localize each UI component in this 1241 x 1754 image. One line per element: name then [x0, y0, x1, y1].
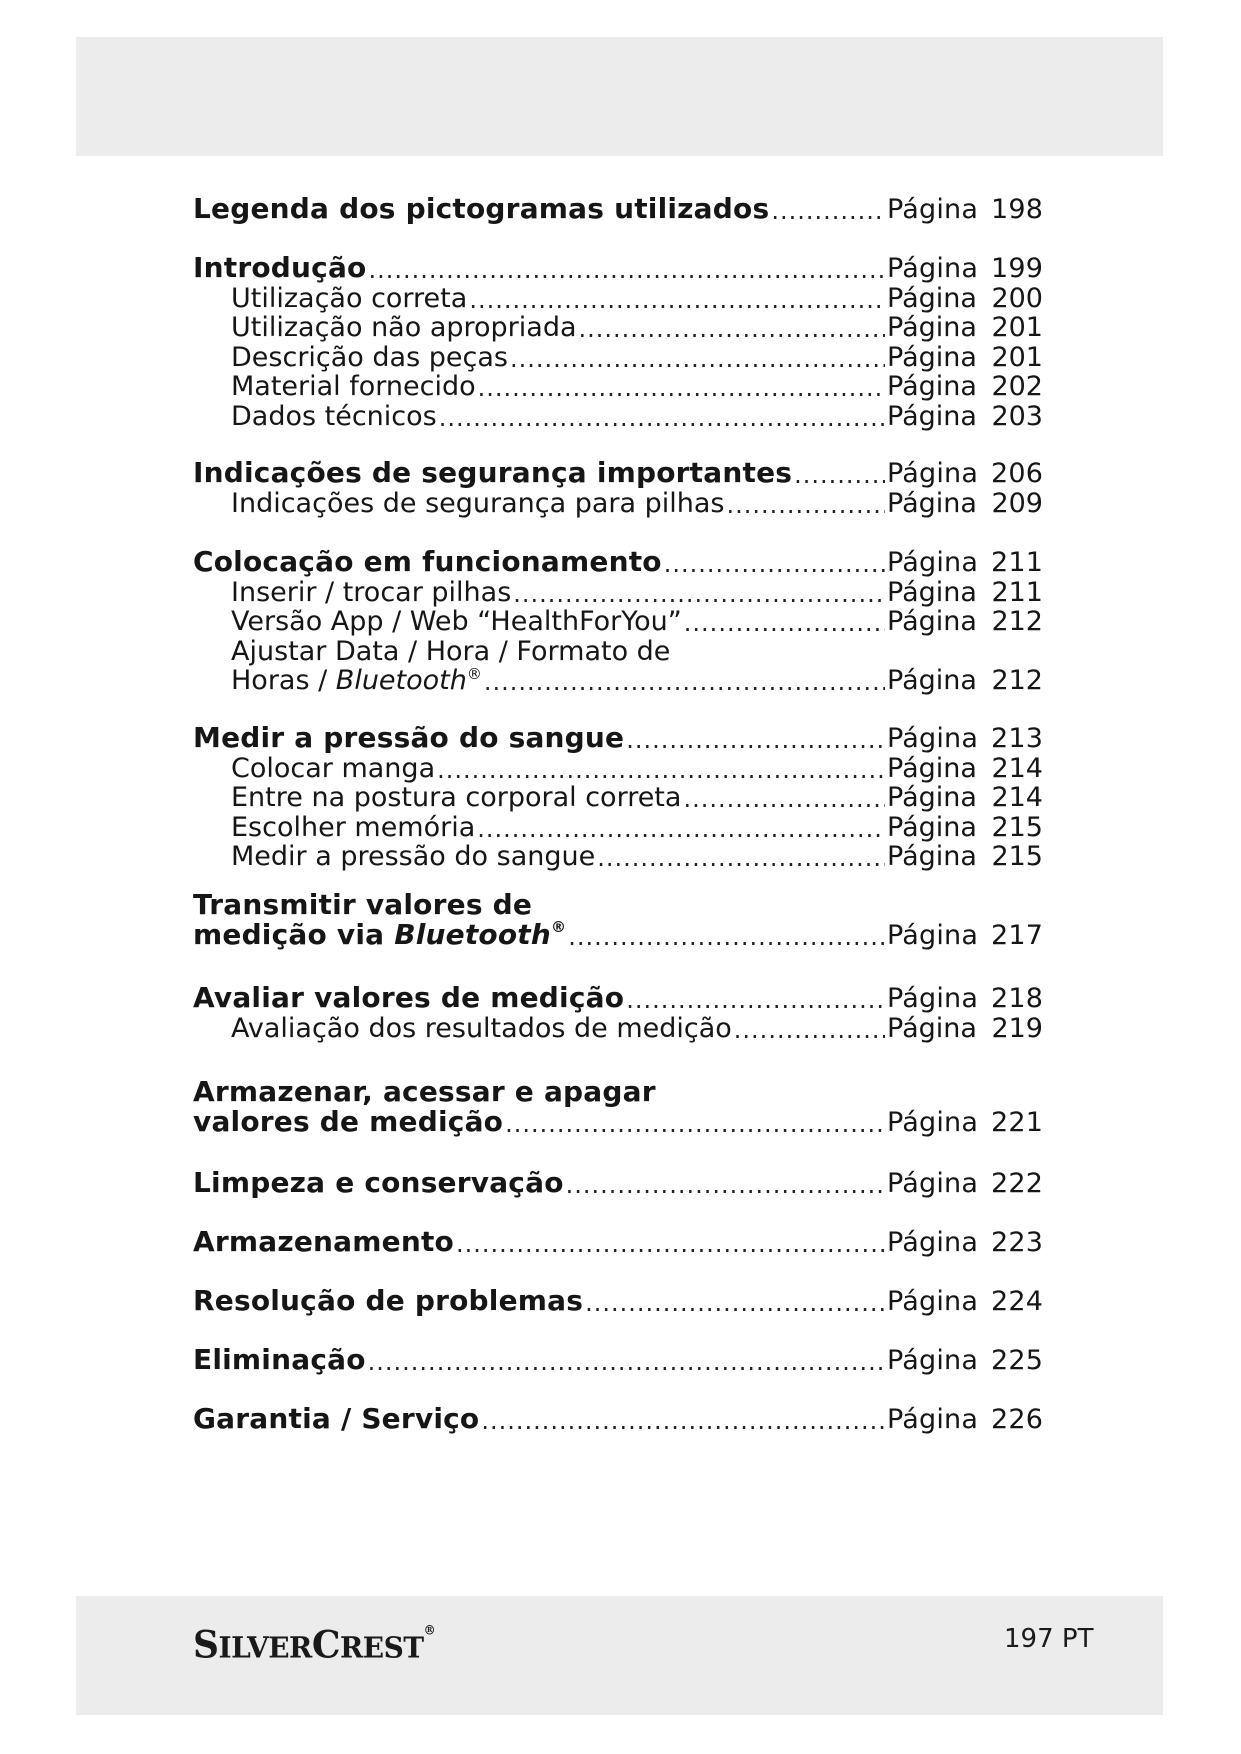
page-number: 211 [991, 576, 1043, 608]
dot-leader [684, 609, 885, 637]
page-label: Página [887, 841, 977, 872]
page-label: Página [887, 547, 979, 578]
toc-subsection-entry[interactable] [193, 667, 1043, 697]
dot-leader [727, 491, 885, 519]
toc-subsection-entry-title: Utilização não apropriada [231, 312, 577, 343]
page-label: Página [887, 400, 977, 432]
dot-leader [469, 286, 885, 314]
toc-section [193, 1225, 1044, 1258]
toc-section [193, 192, 1044, 225]
toc-subsection-entry-title: Escolher memória [231, 811, 476, 843]
toc-subsection-entry[interactable] [193, 843, 1043, 873]
page-number: 218 [991, 983, 1044, 1014]
toc-section-entry[interactable] [193, 251, 1044, 284]
toc-section-entry-title: medição via Bluetooth® [193, 918, 567, 951]
toc-subsection-entry[interactable] [193, 813, 1043, 843]
page-number: 223 [991, 1227, 1044, 1258]
toc-subsection-entry[interactable] [193, 343, 1043, 373]
toc-subsection-entry-title: Medir a pressão do sangue [231, 841, 596, 872]
page-number: 206 [991, 458, 1044, 489]
dot-leader [771, 197, 885, 225]
toc-subsection-entry[interactable] [193, 373, 1043, 403]
toc-section [193, 251, 1044, 432]
toc-section-entry-title: Introdução [193, 251, 367, 284]
toc-subsection-entry[interactable] [193, 784, 1043, 814]
header-band [76, 37, 1163, 156]
page-label: Página [887, 253, 979, 284]
toc-section-entry[interactable] [193, 1284, 1044, 1317]
toc-section-entry-title: Indicações de segurança importantes [193, 456, 793, 489]
page-label: Página [887, 983, 979, 1014]
page-number: 225 [991, 1345, 1044, 1376]
toc-subsection-entry[interactable] [193, 578, 1043, 608]
toc-section [193, 456, 1044, 519]
page-label: Página [887, 920, 979, 951]
page-number: 212 [991, 606, 1043, 637]
toc-subsection-entry-title: Avaliação dos resultados de medição [231, 1012, 732, 1044]
page-label: Página [887, 752, 977, 784]
dot-leader [626, 986, 885, 1014]
page-number: 214 [991, 782, 1043, 813]
dot-leader [369, 256, 886, 284]
dot-leader [683, 785, 885, 813]
dot-leader [566, 1171, 885, 1199]
page-label: Página [887, 606, 977, 637]
toc-subsection-entry-title: Material fornecido [231, 371, 476, 402]
toc-subsection-entry[interactable] [193, 314, 1043, 344]
toc-subsection-entry-title: Indicações de segurança para pilhas [231, 487, 725, 519]
page-number: 209 [991, 487, 1043, 519]
toc-section-entry-title: valores de medição [193, 1105, 504, 1138]
dot-leader [477, 815, 885, 843]
toc-subsection-entry[interactable] [193, 1014, 1043, 1044]
page-number: 213 [991, 723, 1044, 754]
dot-leader [626, 726, 885, 754]
toc-section [193, 1402, 1044, 1435]
page-number: 219 [991, 1012, 1043, 1044]
page-number: 199 [991, 253, 1044, 284]
toc-section [193, 545, 1044, 696]
page-number: 200 [991, 282, 1043, 314]
toc-section-entry-title: Armazenamento [193, 1225, 454, 1258]
toc-section [193, 1343, 1044, 1376]
toc-section [193, 1074, 1043, 1138]
dot-leader [664, 550, 885, 578]
toc-subsection-entry[interactable] [193, 754, 1043, 784]
toc-subsection-entry[interactable] [193, 608, 1043, 638]
page-number: 222 [991, 1168, 1044, 1199]
page-number: 198 [991, 194, 1044, 225]
page-number: 211 [991, 547, 1044, 578]
page-number: 217 [991, 920, 1044, 951]
dot-leader [734, 1016, 885, 1044]
toc-section-entry[interactable] [193, 1343, 1044, 1376]
page-label: Página [887, 811, 977, 843]
page-number: 201 [991, 341, 1043, 373]
toc-section-entry[interactable] [193, 192, 1044, 225]
toc-subsection-entry-title: Dados técnicos [231, 400, 437, 432]
toc-subsection-entry-title: Colocar manga [231, 752, 436, 784]
dot-leader [368, 1348, 885, 1376]
toc-subsection-entry[interactable] [193, 402, 1043, 432]
toc-section [193, 1166, 1044, 1199]
page-number: 201 [991, 312, 1043, 343]
toc-section [193, 981, 1044, 1044]
dot-leader [484, 668, 885, 696]
page-number: 212 [991, 665, 1043, 696]
page-number: 202 [991, 371, 1043, 402]
toc-subsection-entry-title: Horas / Bluetooth® [231, 665, 482, 696]
page-number: 221 [991, 1107, 1044, 1138]
toc-section-entry-title: Resolução de problemas [193, 1284, 584, 1317]
toc-section-entry[interactable] [193, 721, 1044, 754]
page-label: Página [887, 282, 977, 314]
toc-section-entry[interactable] [193, 456, 1044, 489]
page-number: 214 [991, 752, 1043, 784]
toc-section-entry-title: Medir a pressão do sangue [193, 721, 625, 754]
toc-section-entry-title: Eliminação [193, 1343, 366, 1376]
toc-section-entry[interactable] [193, 1166, 1044, 1199]
toc-section-entry-title: Colocação em funcionamento [193, 545, 662, 578]
toc-section [193, 887, 1043, 951]
toc-subsection-entry-title: Ajustar Data / Hora / Formato de [231, 635, 671, 667]
page-label: Página [887, 341, 977, 373]
page-number: 226 [991, 1404, 1044, 1435]
toc-section-title-line-title: Armazenar, acessar e apagar [193, 1075, 656, 1108]
dot-leader [478, 374, 885, 402]
page-label: Página [887, 194, 979, 225]
dot-leader [510, 345, 885, 373]
page-label: Página [887, 371, 977, 402]
toc-subsection-entry-title: Inserir / trocar pilhas [231, 576, 512, 608]
page-number: 197 PT [1004, 1624, 1094, 1654]
toc-section-entry[interactable] [193, 1225, 1044, 1258]
toc-subsection-entry-title: Entre na postura corporal correta [231, 782, 682, 813]
page-number: 215 [991, 811, 1043, 843]
dot-leader [585, 1289, 885, 1317]
dot-leader [794, 461, 885, 489]
toc-section-entry[interactable] [193, 981, 1044, 1014]
toc-section-entry[interactable] [193, 918, 1044, 951]
page-number: 224 [991, 1286, 1044, 1317]
page-label: Página [887, 1168, 979, 1199]
dot-leader [437, 756, 885, 784]
toc-section-entry[interactable] [193, 545, 1044, 578]
toc-section-entry-title: Avaliar valores de medição [193, 981, 625, 1014]
toc-section [193, 1284, 1044, 1317]
dot-leader [456, 1230, 885, 1258]
toc-section-entry[interactable] [193, 1402, 1044, 1435]
dot-leader [505, 1110, 885, 1138]
toc-subsection-entry-title: Utilização correta [231, 282, 468, 314]
dot-leader [597, 844, 885, 872]
brand-logo: SILVERCREST® [193, 1622, 436, 1668]
page-label: Página [887, 723, 979, 754]
page-label: Página [887, 1286, 979, 1317]
page-label: Página [887, 665, 977, 696]
toc-subsection-entry[interactable] [193, 489, 1043, 519]
toc-section-title-line[interactable] [193, 1074, 1043, 1108]
page-label: Página [887, 1345, 979, 1376]
page-label: Página [887, 458, 979, 489]
page-number: 203 [991, 400, 1043, 432]
dot-leader [579, 315, 885, 343]
toc-subsection-entry[interactable] [193, 284, 1043, 314]
page-label: Página [887, 782, 977, 813]
toc-section-entry-title: Legenda dos pictogramas utilizados [193, 192, 770, 225]
dot-leader [439, 404, 885, 432]
page-label: Página [887, 312, 977, 343]
toc-section-entry-title: Garantia / Serviço [193, 1402, 480, 1435]
toc-section-title-line[interactable] [193, 887, 1043, 921]
toc-section-title-line-title: Transmitir valores de [193, 888, 533, 921]
dot-leader [513, 580, 885, 608]
page-label: Página [887, 1107, 979, 1138]
page-label: Página [887, 487, 977, 519]
page-label: Página [887, 1227, 979, 1258]
page-number: 215 [991, 841, 1043, 872]
page-label: Página [887, 576, 977, 608]
toc-subsection-entry-title: Versão App / Web “HealthForYou” [231, 606, 682, 637]
toc-section-entry-title: Limpeza e conservação [193, 1166, 564, 1199]
toc-subsection-entry[interactable] [193, 637, 1043, 667]
dot-leader [481, 1407, 885, 1435]
page-label: Página [887, 1404, 979, 1435]
dot-leader [568, 923, 885, 951]
toc-section [193, 721, 1044, 872]
toc-subsection-entry-title: Descrição das peças [231, 341, 508, 373]
page-label: Página [887, 1012, 977, 1044]
toc-section-entry[interactable] [193, 1105, 1044, 1138]
